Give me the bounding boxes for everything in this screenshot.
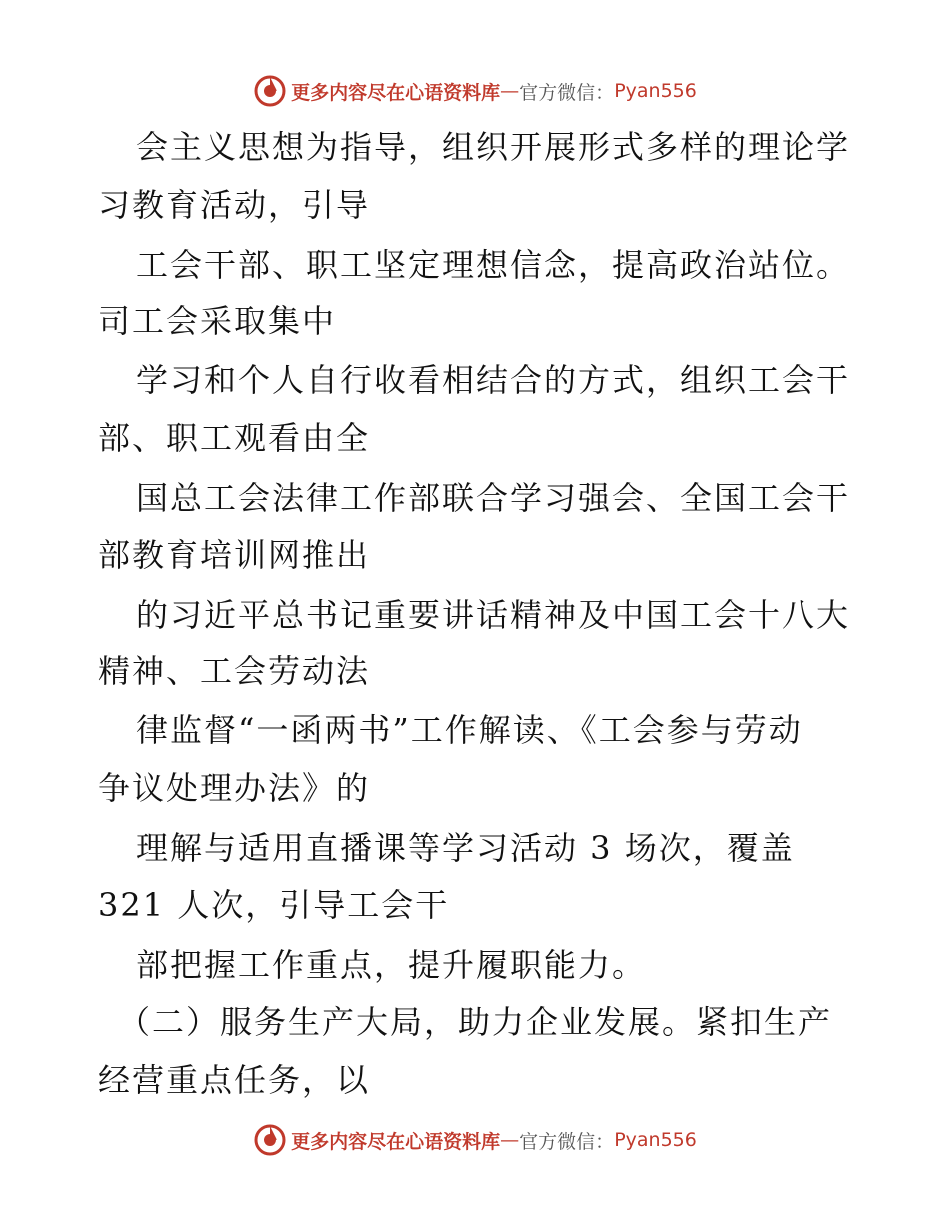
watermark-header	[0, 71, 950, 111]
watermark-footer	[0, 1120, 950, 1160]
paragraph-3-line-1: 学习和个人自行收看相结合的方式，组织工会干	[136, 361, 851, 399]
logo-icon	[253, 74, 287, 108]
watermark-brand: 更多内容尽在心语资料库	[291, 81, 501, 104]
paragraph-7-line-2: 321 人次，引导工会干	[98, 886, 450, 924]
watermark-wechat-id: Pyan556	[614, 80, 697, 102]
paragraph-6-line-1: 律监督“一函两书”工作解读、《工会参与劳动	[136, 711, 803, 749]
paragraph-6-line-2: 争议处理办法》的	[98, 769, 371, 807]
watermark-brand: 更多内容尽在心语资料库	[291, 1130, 501, 1153]
paragraph-2-line-1: 工会干部、职工坚定理想信念，提高政治站位。	[136, 246, 851, 284]
watermark-wechat-label: 官方微信：	[519, 81, 615, 104]
paragraph-3-line-2: 部、职工观看由全	[98, 419, 371, 457]
watermark-dash: —	[500, 80, 520, 102]
paragraph-5-line-1: 的习近平总书记重要讲话精神及中国工会十八大	[136, 596, 851, 634]
watermark-wechat-label: 官方微信：	[519, 1130, 615, 1153]
paragraph-9-line-1: （二）服务生产大局，助力企业发展。紧扣生产	[118, 1003, 833, 1041]
paragraph-7-line-1: 理解与适用直播课等学习活动 3 场次，覆盖	[136, 829, 795, 867]
paragraph-4-line-1: 国总工会法律工作部联合学习强会、全国工会干	[136, 479, 851, 517]
paragraph-5-line-2: 精神、工会劳动法	[98, 652, 371, 690]
logo-icon	[253, 1123, 287, 1157]
paragraph-8-line-1: 部把握工作重点，提升履职能力。	[136, 946, 647, 984]
paragraph-2-line-2: 司工会采取集中	[98, 302, 337, 340]
paragraph-4-line-2: 部教育培训网推出	[98, 536, 371, 574]
paragraph-9-line-2: 经营重点任务，以	[98, 1061, 371, 1099]
watermark-dash: —	[500, 1129, 520, 1151]
paragraph-1-line-2: 习教育活动，引导	[98, 186, 371, 224]
paragraph-1-line-1: 会主义思想为指导，组织开展形式多样的理论学	[136, 128, 851, 166]
watermark-wechat-id: Pyan556	[614, 1129, 697, 1151]
